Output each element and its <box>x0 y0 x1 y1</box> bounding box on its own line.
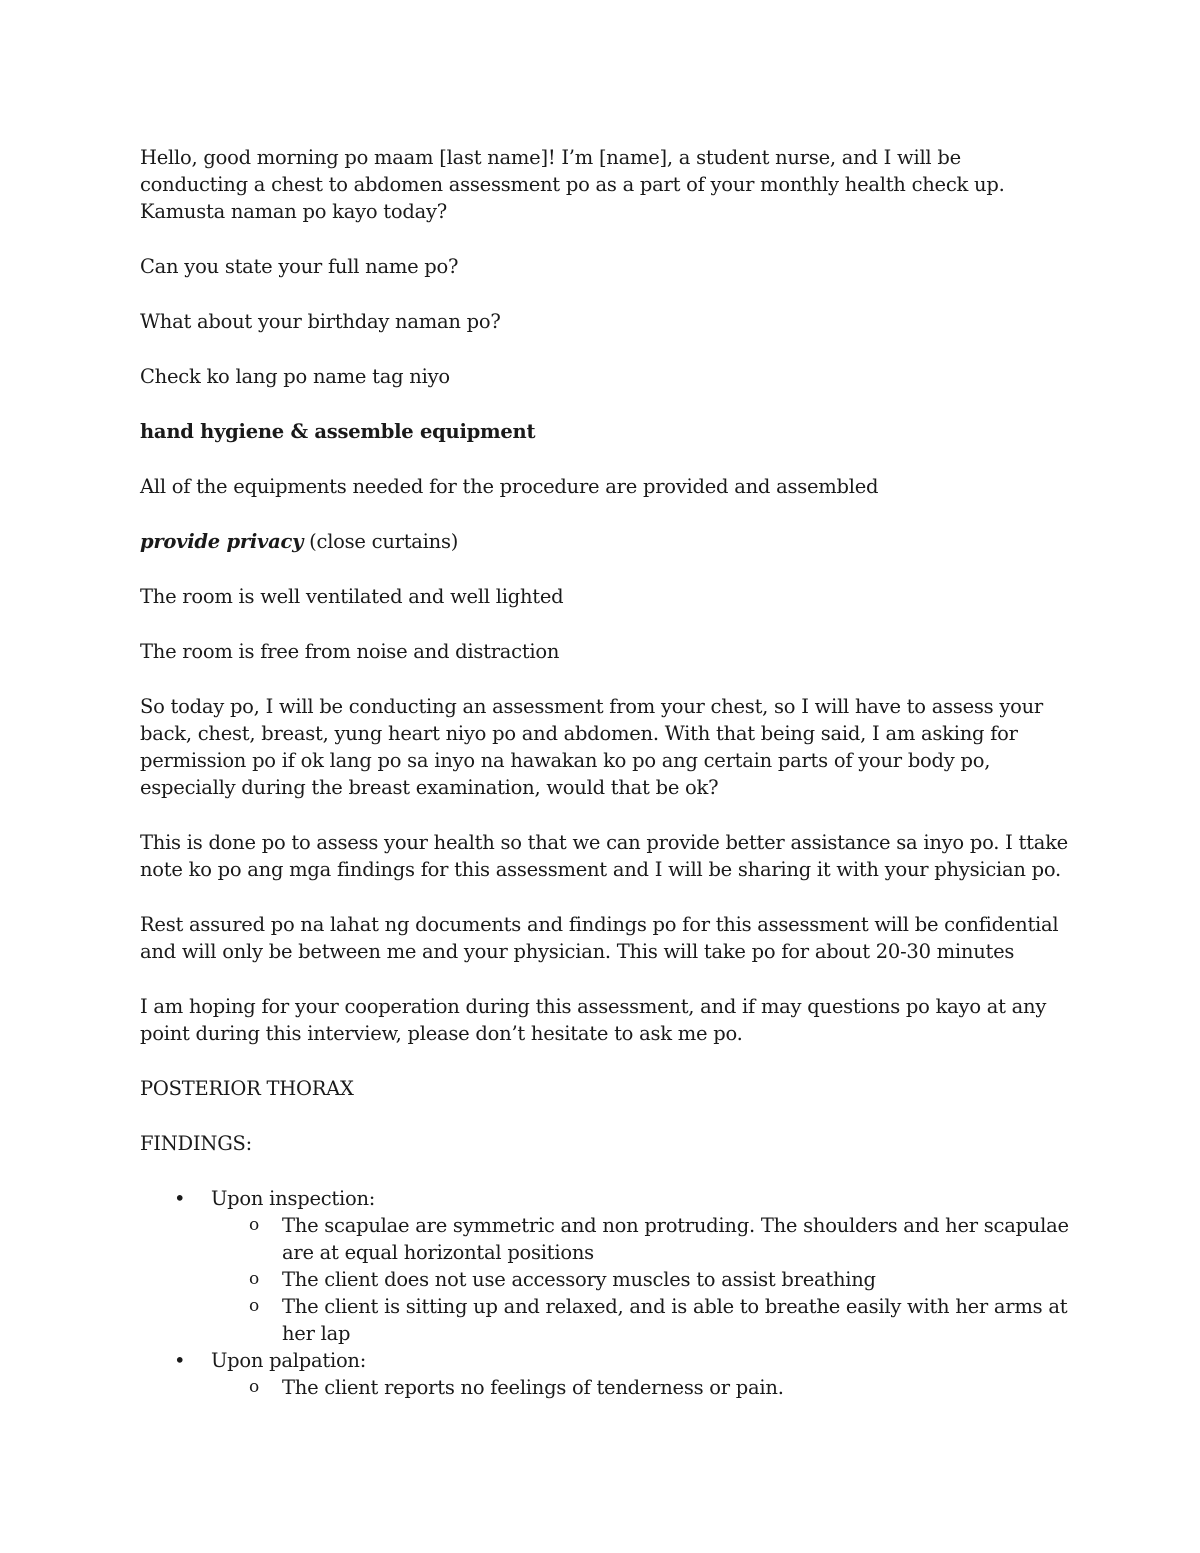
privacy-note: (close curtains) <box>303 530 459 553</box>
bullet-circle-icon: o <box>249 1269 259 1289</box>
finding-items <box>211 1212 1070 1347</box>
confidential-paragraph: Rest assured po na lahat ng documents and findings po for this assessment will be confidential and will only be between me and your physician. This will take po for about 20-30 minutes <box>140 913 1059 963</box>
finding-items <box>211 1374 1070 1401</box>
equipment-statement: All of the equipments needed for the procedure are provided and assembled <box>140 475 879 498</box>
privacy-line <box>140 528 1070 555</box>
section-title: POSTERIOR THORAX <box>140 1077 354 1100</box>
bullet-circle-icon: o <box>249 1377 259 1397</box>
cooperation-paragraph: I am hoping for your cooperation during this assessment, and if may questions po kayo at any point during this interview, please don’t hesitate to ask me po. <box>140 995 1047 1045</box>
question-birthday: What about your birthday naman po? <box>140 310 501 333</box>
bullet-circle-icon: o <box>249 1215 259 1235</box>
check-name-tag: Check ko lang po name tag niyo <box>140 365 450 388</box>
hand-hygiene-heading: hand hygiene & assemble equipment <box>140 420 536 443</box>
finding-item: o The client does not use accessory muscles to assist breathing <box>249 1268 876 1291</box>
room-noise: The room is free from noise and distraction <box>140 640 560 663</box>
purpose-paragraph: This is done po to assess your health so that we can provide better assistance sa inyo po. I ttake note ko po ang mga findings for this assessment and I will be sharing it with your physician po. <box>140 831 1068 881</box>
finding-item: o The client is sitting up and relaxed, and is able to breathe easily with her arms at her lap <box>249 1295 1068 1345</box>
findings-list <box>140 1185 1070 1401</box>
room-ventilated: The room is well ventilated and well lighted <box>140 585 564 608</box>
finding-group <box>140 1185 1070 1347</box>
consent-paragraph: So today po, I will be conducting an assessment from your chest, so I will have to assess your back, chest, breast, yung heart niyo po and abdomen. With that being said, I am asking for permission po if ok lang po sa inyo na hawakan ko po ang certain parts of your body po, especially during the breast examination, would that be ok? <box>140 695 1043 799</box>
finding-item: o The client reports no feelings of tenderness or pain. <box>249 1376 784 1399</box>
finding-item: o The scapulae are symmetric and non protruding. The shoulders and her scapulae are at equal horizontal positions <box>249 1214 1069 1264</box>
bullet-dot-icon: • <box>174 1349 186 1372</box>
question-full-name: Can you state your full name po? <box>140 255 459 278</box>
findings-label: FINDINGS: <box>140 1132 252 1155</box>
intro-paragraph: Hello, good morning po maam [last name]! I’m [name], a student nurse, and I will be conducting a chest to abdomen assessment po as a part of your monthly health check up. Kamusta naman po kayo today? <box>140 146 1005 223</box>
finding-group-label: Upon palpation: <box>211 1349 367 1372</box>
finding-group <box>140 1347 1070 1401</box>
privacy-heading: provide privacy <box>140 530 304 553</box>
bullet-dot-icon: • <box>174 1187 186 1210</box>
bullet-circle-icon: o <box>249 1296 259 1316</box>
finding-group-label: Upon inspection: <box>211 1187 376 1210</box>
